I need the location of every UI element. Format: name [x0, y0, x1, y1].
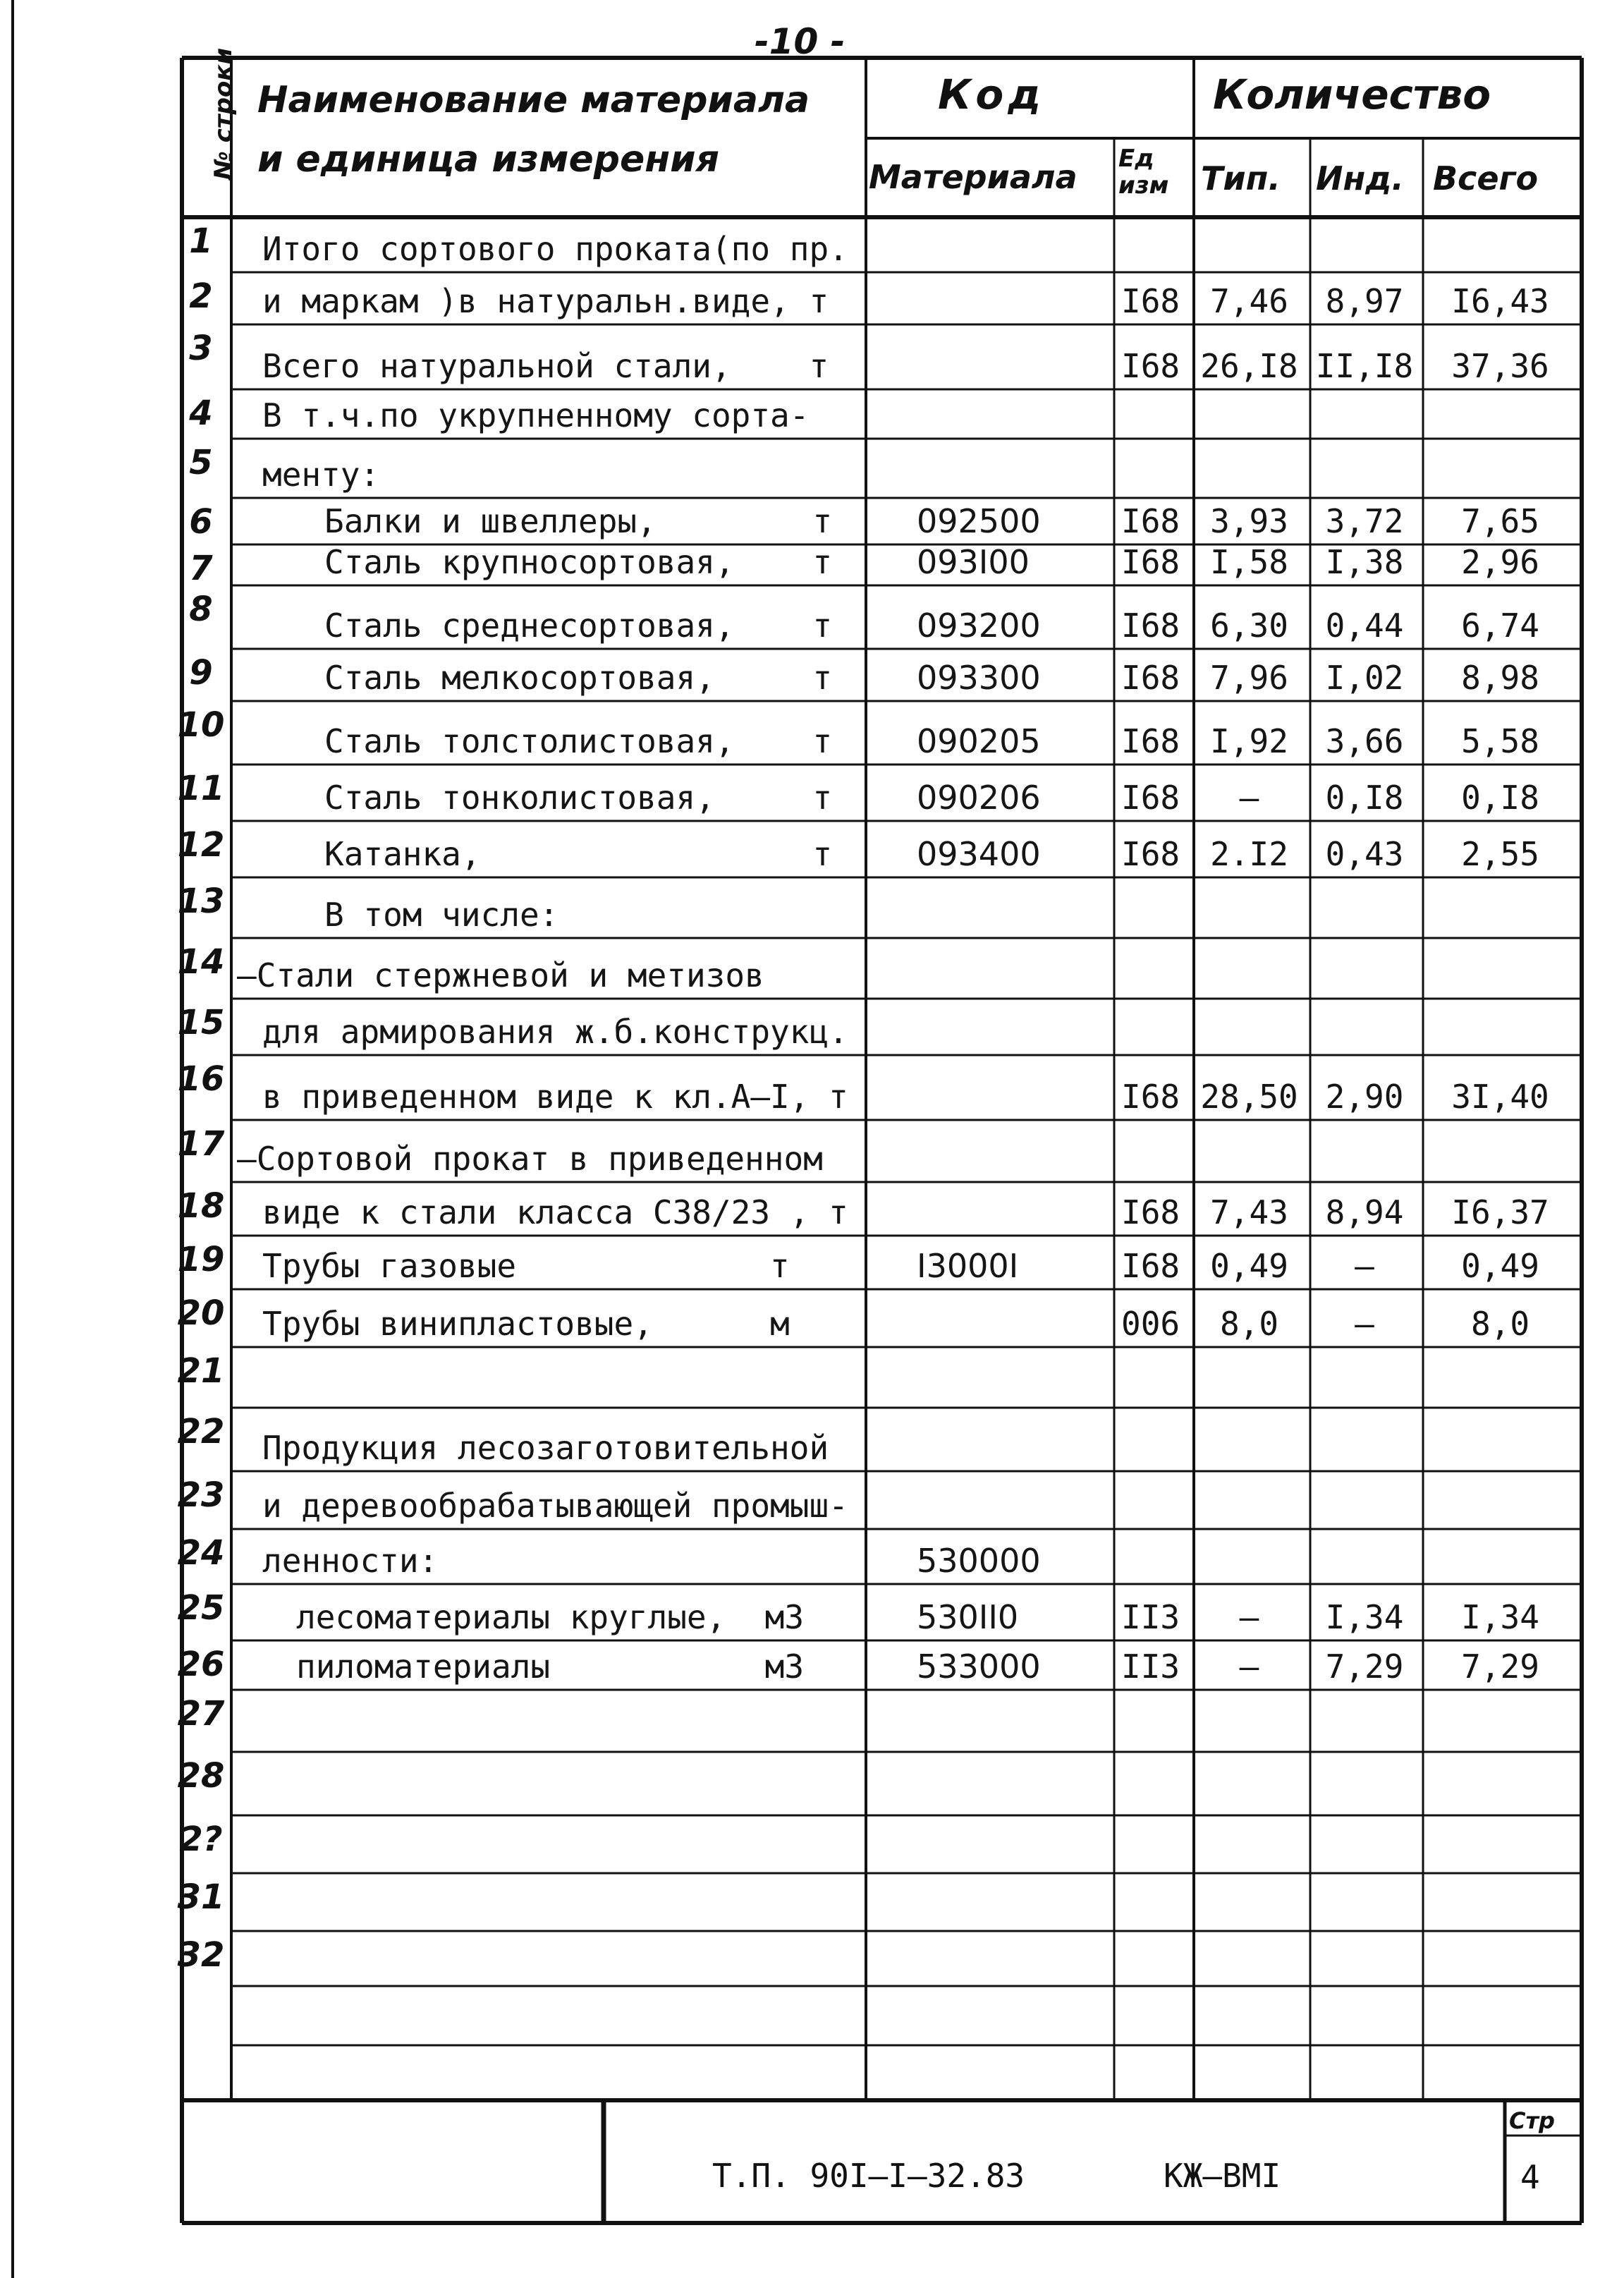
row-qty-typ: 3,93 [1210, 502, 1288, 540]
row-number: 24 [177, 1533, 225, 1573]
row-unit-code: I68 [1121, 607, 1180, 645]
row-name: ленности: [262, 1542, 439, 1580]
row-material-code: 533000 [917, 1647, 1041, 1686]
row-number: 10 [177, 705, 225, 745]
row-qty-total: 37,36 [1451, 347, 1549, 385]
row-qty-ind: – [1355, 1247, 1374, 1285]
row-number: 8 [189, 590, 213, 629]
row-name: Балки и швеллеры, т [324, 502, 833, 540]
row-qty-ind: 3,72 [1325, 502, 1404, 540]
row-name: Сталь мелкосортовая, т [324, 659, 833, 697]
row-name: для армирования ж.б.конструкц. [262, 1013, 848, 1051]
header-code-unit: Ед изм [1118, 145, 1169, 200]
row-name: В том числе: [324, 896, 559, 934]
row-qty-ind: – [1355, 1305, 1374, 1343]
row-material-code: I3000I [917, 1247, 1019, 1285]
row-number: 9 [189, 653, 213, 693]
header-code: Код [938, 71, 1046, 118]
row-material-code: 090206 [917, 779, 1041, 817]
row-unit-code: I68 [1121, 722, 1180, 760]
row-qty-total: 7,65 [1461, 502, 1539, 540]
row-number: 32 [177, 1935, 225, 1975]
row-unit-code: I68 [1121, 282, 1180, 320]
row-qty-ind: 8,94 [1325, 1193, 1404, 1231]
row-unit-code: I68 [1121, 1247, 1180, 1285]
row-name: виде к стали класса С38/23 , т [262, 1193, 848, 1231]
header-name-line2: и единица измерения [257, 138, 720, 181]
row-number: 3 [189, 329, 213, 368]
row-number: 31 [177, 1877, 225, 1917]
row-qty-total: 0,49 [1461, 1247, 1539, 1285]
row-qty-total: 8,0 [1470, 1305, 1530, 1343]
row-qty-typ: I,92 [1210, 722, 1288, 760]
row-qty-typ: – [1239, 1598, 1259, 1636]
header-qty-ind: Инд. [1316, 159, 1404, 197]
row-material-code: 093I00 [917, 543, 1030, 581]
row-qty-typ: 2.I2 [1210, 835, 1288, 873]
row-number: 7 [189, 549, 213, 588]
row-number: 1 [189, 221, 213, 261]
row-qty-typ: – [1239, 779, 1259, 817]
row-number: 14 [177, 942, 225, 982]
row-name: В т.ч.по укрупненному сорта- [262, 396, 810, 434]
row-name: менту: [262, 456, 380, 494]
row-number: 12 [177, 825, 225, 865]
row-qty-total: 8,98 [1461, 659, 1539, 697]
row-number: 23 [177, 1475, 225, 1515]
row-name: Трубы винипластовые, м [262, 1305, 790, 1343]
row-qty-total: I6,37 [1451, 1193, 1549, 1231]
row-name: Катанка, т [324, 835, 833, 873]
row-qty-typ: 7,43 [1210, 1193, 1288, 1231]
row-qty-typ: 8,0 [1219, 1305, 1279, 1343]
row-number: 16 [177, 1059, 225, 1099]
row-name: Сталь толстолистовая, т [324, 722, 833, 760]
row-unit-code: I68 [1121, 835, 1180, 873]
row-qty-total: 7,29 [1461, 1647, 1539, 1686]
header-name-line1: Наименование материала [257, 79, 810, 121]
row-qty-total: 5,58 [1461, 722, 1539, 760]
page-number: -10 - [755, 21, 845, 62]
row-name: лесоматериалы круглые, м3 [296, 1598, 805, 1636]
row-qty-ind: 0,I8 [1325, 779, 1404, 817]
row-qty-ind: 2,90 [1325, 1078, 1404, 1116]
row-material-code: 093200 [917, 607, 1041, 645]
row-unit-code: I68 [1121, 502, 1180, 540]
row-qty-ind: II,I8 [1315, 347, 1414, 385]
row-qty-total: I6,43 [1451, 282, 1549, 320]
row-number: 2 [189, 276, 213, 316]
row-number: 27 [177, 1694, 225, 1734]
row-name: Сталь тонколистовая, т [324, 779, 833, 817]
stamp-mark: КЖ–ВМI [1164, 2157, 1281, 2195]
row-number: 19 [177, 1240, 225, 1279]
row-qty-typ: 26,I8 [1200, 347, 1298, 385]
row-name: пиломатериалы м3 [296, 1647, 805, 1686]
row-qty-typ: – [1239, 1647, 1259, 1686]
row-qty-ind: 8,97 [1325, 282, 1404, 320]
row-unit-code: I68 [1121, 347, 1180, 385]
row-qty-ind: I,38 [1325, 543, 1404, 581]
row-name: Итого сортового проката(по пр. [262, 230, 848, 268]
row-qty-total: I,34 [1461, 1598, 1539, 1636]
row-material-code: 530000 [917, 1542, 1041, 1580]
row-qty-total: 2,96 [1461, 543, 1539, 581]
row-qty-ind: 0,43 [1325, 835, 1404, 873]
row-number: 28 [177, 1756, 225, 1796]
row-number: 21 [177, 1351, 225, 1391]
row-unit-code: 006 [1121, 1305, 1180, 1343]
row-unit-code: I68 [1121, 779, 1180, 817]
row-unit-code: II3 [1121, 1598, 1180, 1636]
row-number: 5 [189, 443, 213, 482]
row-unit-code: I68 [1121, 1193, 1180, 1231]
stamp-sheet-label: Стр [1509, 2107, 1555, 2134]
row-name: –Сортовой прокат в приведенном [237, 1140, 823, 1178]
row-qty-typ: 7,46 [1210, 282, 1288, 320]
row-qty-total: 3I,40 [1451, 1078, 1549, 1116]
row-number: 4 [189, 394, 213, 433]
header-code-material: Материала [869, 158, 1077, 196]
row-number: 2? [179, 1820, 223, 1859]
row-name: и маркам )в натуральн.виде, т [262, 282, 829, 320]
row-qty-ind: I,02 [1325, 659, 1404, 697]
row-number: 22 [177, 1412, 225, 1451]
row-unit-code: II3 [1121, 1647, 1180, 1686]
row-qty-typ: 0,49 [1210, 1247, 1288, 1285]
row-name: в приведенном виде к кл.А–I, т [262, 1078, 848, 1116]
row-unit-code: I68 [1121, 1078, 1180, 1116]
row-number: 15 [177, 1003, 225, 1042]
row-qty-ind: I,34 [1325, 1598, 1404, 1636]
row-qty-ind: 0,44 [1325, 607, 1404, 645]
row-material-code: 093400 [917, 835, 1041, 873]
row-qty-typ: 7,96 [1210, 659, 1288, 697]
row-qty-ind: 7,29 [1325, 1647, 1404, 1686]
row-unit-code: I68 [1121, 543, 1180, 581]
stamp-document-code: Т.П. 90I–I–32.83 [712, 2157, 1025, 2195]
row-unit-code: I68 [1121, 659, 1180, 697]
row-material-code: 530II0 [917, 1598, 1019, 1636]
row-number: 26 [177, 1645, 225, 1684]
row-name: –Стали стержневой и метизов [237, 956, 764, 994]
row-qty-total: 0,I8 [1461, 779, 1539, 817]
row-number: 17 [177, 1124, 225, 1164]
row-name: Сталь среднесортовая, т [324, 607, 833, 645]
row-qty-ind: 3,66 [1325, 722, 1404, 760]
row-number: 13 [177, 882, 225, 921]
row-name: Продукция лесозаготовительной [262, 1429, 829, 1467]
stamp-sheet-number: 4 [1520, 2158, 1540, 2196]
row-qty-typ: 6,30 [1210, 607, 1288, 645]
row-number: 25 [177, 1588, 225, 1628]
row-number: 20 [177, 1293, 225, 1333]
header-row-number: № строки [209, 47, 238, 180]
header-qty-typ: Тип. [1201, 159, 1281, 197]
row-number: 11 [177, 769, 225, 808]
row-qty-total: 2,55 [1461, 835, 1539, 873]
row-number: 18 [177, 1186, 225, 1226]
row-number: 6 [189, 502, 213, 542]
header-quantity: Количество [1213, 71, 1491, 118]
row-qty-typ: 28,50 [1200, 1078, 1298, 1116]
row-name: Всего натуральной стали, т [262, 347, 829, 385]
row-name: Сталь крупносортовая, т [324, 543, 833, 581]
row-material-code: 092500 [917, 502, 1041, 540]
row-qty-total: 6,74 [1461, 607, 1539, 645]
row-name: Трубы газовые т [262, 1247, 790, 1285]
row-material-code: 090205 [917, 722, 1041, 760]
row-qty-typ: I,58 [1210, 543, 1288, 581]
row-material-code: 093300 [917, 659, 1041, 697]
row-name: и деревообрабатывающей промыш- [262, 1487, 848, 1525]
header-qty-total: Всего [1433, 159, 1539, 197]
